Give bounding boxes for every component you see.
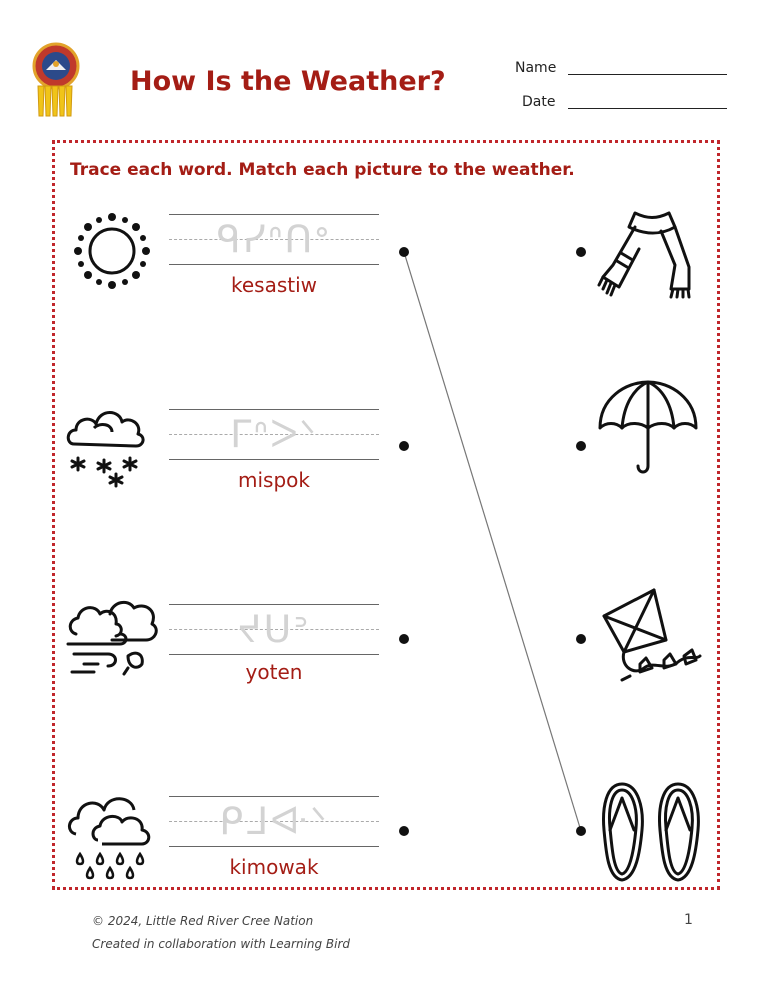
- word-label: mispok: [238, 468, 310, 492]
- trace-box[interactable]: [169, 796, 379, 846]
- wind-cloud-icon: [64, 594, 160, 684]
- sun-icon: [66, 205, 158, 297]
- syllabics-trace: ᑭᒧᐘᐠ: [219, 799, 329, 843]
- name-label: Name: [515, 60, 557, 76]
- syllabics-trace: ᑫᓯᐢᑎᐤ: [216, 217, 332, 261]
- nation-logo: [30, 42, 82, 118]
- page-title: How Is the Weather?: [130, 66, 446, 97]
- sandals-icon: [598, 778, 704, 886]
- date-label: Date: [522, 94, 556, 110]
- match-dot-right[interactable]: [576, 247, 586, 257]
- instructions: Trace each word. Match each picture to the weather.: [70, 160, 575, 180]
- name-field[interactable]: [568, 74, 727, 75]
- rain-cloud-icon: [64, 788, 156, 880]
- match-dot-right[interactable]: [576, 634, 586, 644]
- scarf-icon: [595, 205, 705, 300]
- umbrella-icon: [596, 378, 700, 480]
- syllabics-trace: ᒥᐢᐳᐠ: [230, 412, 318, 456]
- word-label: kimowak: [229, 855, 319, 879]
- page-number: 1: [684, 912, 693, 928]
- date-field[interactable]: [568, 108, 727, 109]
- match-dot-right[interactable]: [576, 826, 586, 836]
- copyright-text: © 2024, Little Red River Cree Nation: [92, 914, 314, 928]
- match-dot-left[interactable]: [399, 634, 409, 644]
- trace-box[interactable]: [169, 214, 379, 264]
- match-dot-left[interactable]: [399, 441, 409, 451]
- match-dot-right[interactable]: [576, 441, 586, 451]
- snow-cloud-icon: [64, 398, 148, 494]
- match-dot-left[interactable]: [399, 826, 409, 836]
- credit-text: Created in collaboration with Learning Bird: [92, 937, 351, 951]
- trace-box[interactable]: [169, 409, 379, 459]
- word-label: kesastiw: [230, 273, 318, 297]
- kite-icon: [600, 586, 704, 686]
- trace-box[interactable]: [169, 604, 379, 654]
- syllabics-trace: ᔪᑌᐣ: [237, 607, 311, 651]
- word-label: yoten: [245, 660, 303, 684]
- match-dot-left[interactable]: [399, 247, 409, 257]
